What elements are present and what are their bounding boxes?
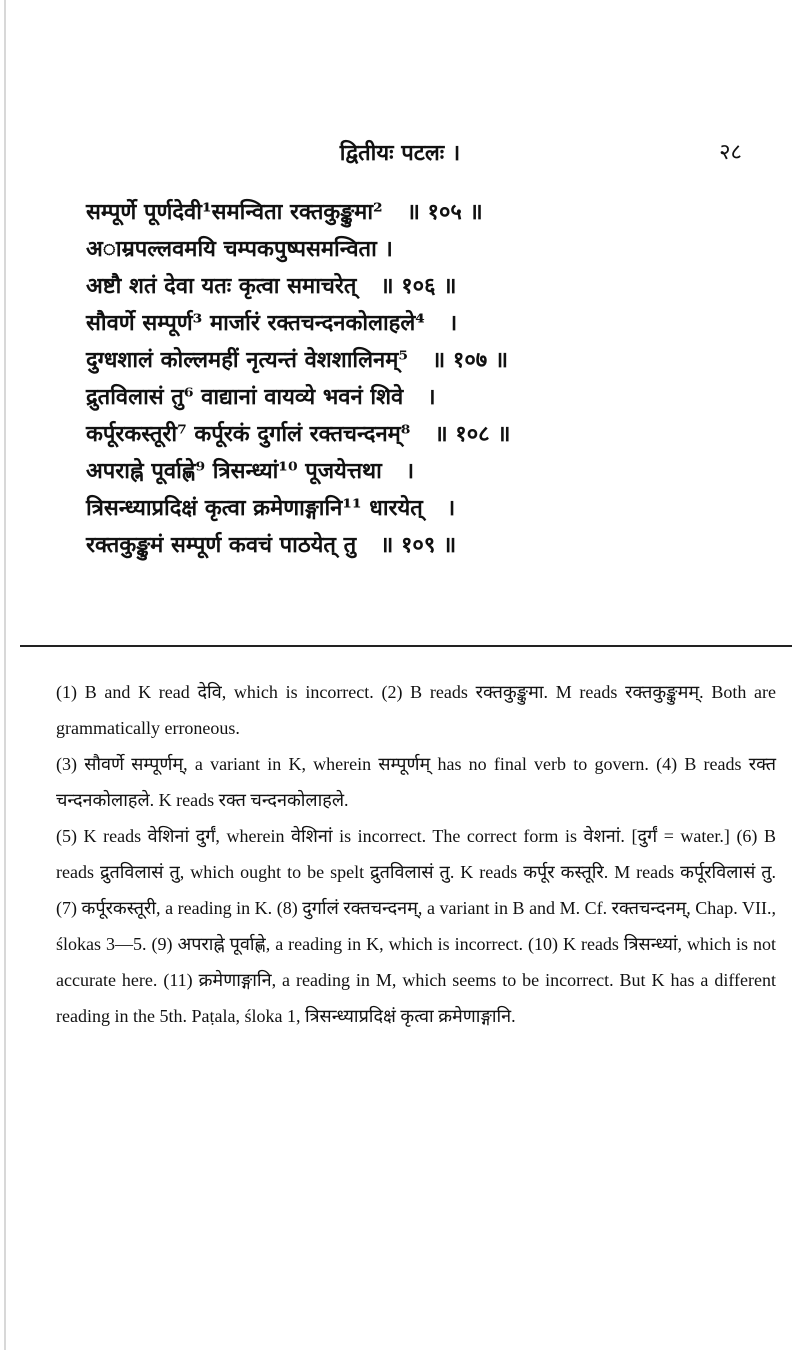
verse-number: । bbox=[427, 384, 436, 410]
verse-number: ॥ १०५ ॥ bbox=[406, 199, 483, 225]
verse-number: ॥ १०७ ॥ bbox=[432, 347, 509, 373]
verse-text: कर्पूरकस्तूरी⁷ कर्पूरकं दुर्गालं रक्तचन्दनम्⁸ bbox=[86, 421, 411, 447]
verse-line bbox=[86, 529, 766, 566]
footnote-paragraph: (5) K reads वेशिनां दुर्गं, wherein वेशिनां is incorrect. The correct form is वेशनां. [दुर्गं = water.] (6) B reads द्रुतविलासं तु, which ought to be spelt द्रुतविलासं तु. K reads कर्पूर कस्तूरि. M reads कर्पूरविलासं तु. (7) कर्पूरकस्तूरी, a reading in K. (8) दुर्गालं रक्तचन्दनम्, a variant in B and M. Cf. रक्तचन्दनम्, Chap. VII., ślokas 3—5. (9) अपराह्ने पूर्वाह्णे, a reading in K, which is incorrect. (10) K reads त्रिसन्ध्यां, which is not accurate here. (11) क्रमेणाङ्गानि, a reading in M, which seems to be incorrect. But K has a different reading in the 5th. Paṭala, śloka 1, त्रिसन्ध्याप्रदिक्षं कृत्वा क्रमेणाङ्गानि. bbox=[56, 826, 776, 1026]
verse-text: सम्पूर्णे पूर्णदेवी¹समन्विता रक्तकुङ्कुमा² bbox=[86, 199, 383, 225]
verse-number: ॥ १०८ ॥ bbox=[434, 421, 511, 447]
verse-number: । bbox=[448, 310, 458, 336]
footnote-paragraph: (1) B and K read देवि, which is incorrect. (2) B reads रक्तकुङ्कुमा. M reads रक्तकुङ्कुमम्. Both are grammatically erroneous. bbox=[56, 682, 776, 738]
page-edge-rule bbox=[4, 0, 6, 1350]
footnote-paragraph: (3) सौवर्णे सम्पूर्णम्, a variant in K, wherein सम्पूर्णम् has no final verb to govern. (4) B reads रक्त चन्दनकोलाहले. K reads रक्त चन्दनकोलाहले. bbox=[56, 754, 776, 810]
verse-text: अाम्रपल्लवमयि चम्पकपुष्पसमन्विता । bbox=[86, 236, 393, 262]
verse-line bbox=[86, 418, 766, 455]
verse-line bbox=[86, 307, 766, 344]
verse-line bbox=[86, 196, 766, 233]
verse-line bbox=[86, 381, 766, 418]
verse-text: अष्टौ शतं देवा यतः कृत्वा समाचरेत् bbox=[86, 273, 357, 299]
verse-number: ॥ १०६ ॥ bbox=[380, 273, 457, 299]
verse-number: ॥ १०९ ॥ bbox=[380, 532, 457, 558]
verse-line bbox=[86, 492, 766, 529]
footnote-separator bbox=[20, 645, 792, 647]
page-number: २८ bbox=[719, 140, 742, 165]
verse-text: त्रिसन्ध्याप्रदिक्षं कृत्वा क्रमेणाङ्गानि¹¹ धारयेत् bbox=[86, 495, 423, 521]
footnotes bbox=[56, 674, 776, 1034]
verse-text: द्रुतविलासं तु⁶ वाद्यानां वायव्ये भवनं शिवे bbox=[86, 384, 404, 410]
verse-text: अपराह्ने पूर्वाह्णे⁹ त्रिसन्ध्यां¹⁰ पूजयेत्तथा bbox=[86, 458, 382, 484]
verse-line bbox=[86, 344, 766, 381]
verse-line bbox=[86, 270, 766, 307]
verse-block bbox=[86, 196, 766, 566]
verse-number: । bbox=[405, 458, 415, 484]
verse-text: दुग्धशालं कोल्लमहीं नृत्यन्तं वेशशालिनम्⁵ bbox=[86, 347, 409, 373]
verse-line bbox=[86, 233, 766, 270]
verse-line bbox=[86, 455, 766, 492]
verse-text: सौवर्णे सम्पूर्ण³ मार्जारं रक्तचन्दनकोलाहले⁴ bbox=[86, 310, 425, 336]
running-head: द्वितीयः पटलः । bbox=[339, 140, 461, 166]
page-header bbox=[0, 138, 800, 168]
verse-text: रक्तकुङ्कुमं सम्पूर्ण कवचं पाठयेत् तु bbox=[86, 532, 357, 558]
verse-number: । bbox=[446, 495, 456, 521]
